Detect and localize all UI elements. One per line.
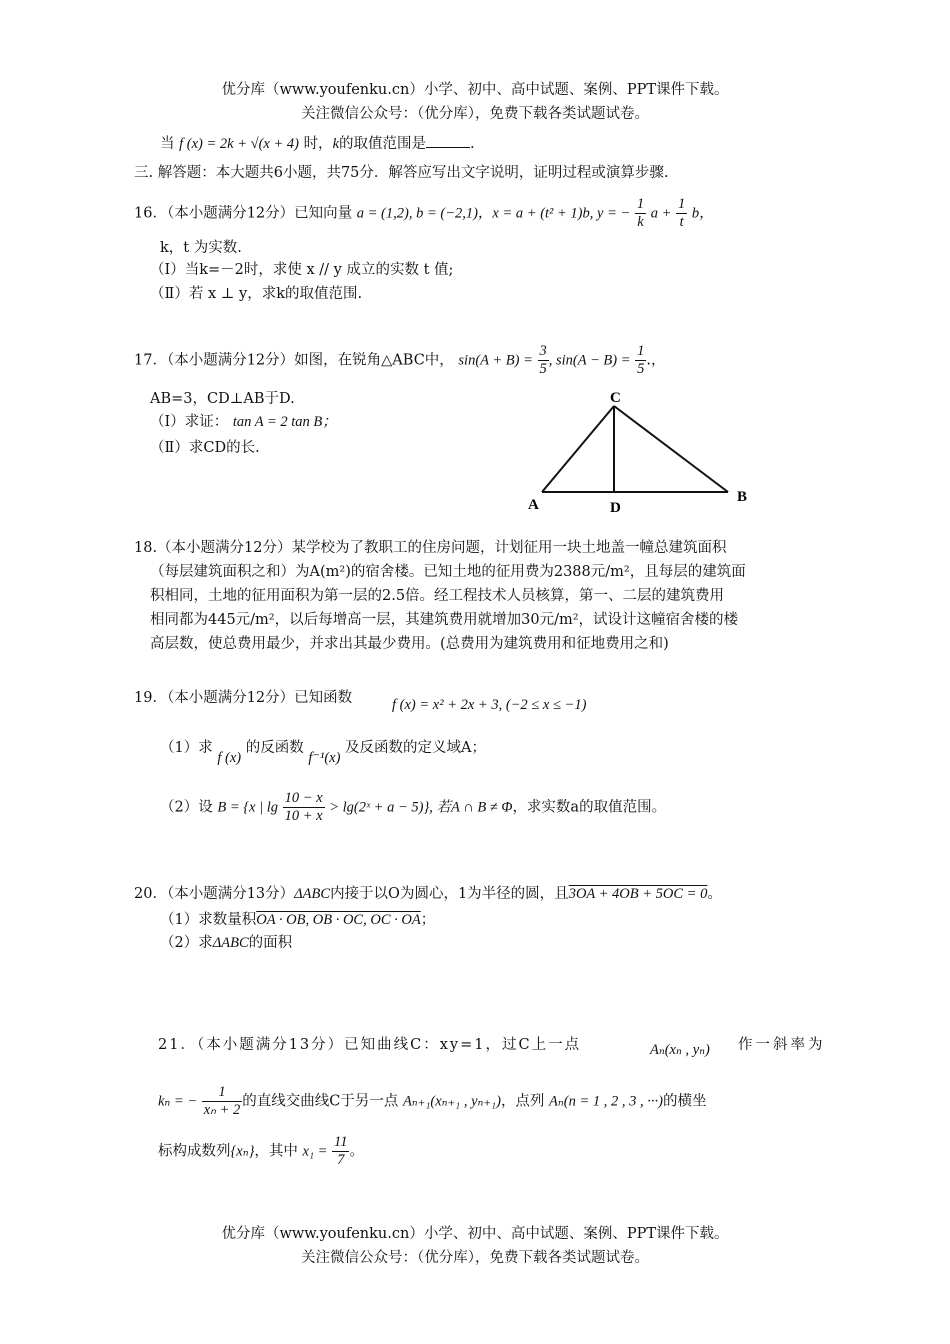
q19-p2-rest: > lg(2ˣ + a − 5)}, 若A ∩ B ≠ Φ bbox=[329, 799, 513, 816]
q21-kn-frac: $\frac{1}{\text{xₙ + 2}}$ bbox=[203, 1084, 241, 1118]
label-b: B bbox=[737, 489, 748, 505]
q19-p2-frac: $\frac{10 - x}{10 + x}$ bbox=[284, 790, 323, 824]
q15-k: k bbox=[332, 136, 339, 152]
q21-kn: kₙ = − bbox=[158, 1093, 198, 1110]
q20-part-2 bbox=[160, 931, 292, 952]
q19-part-1 bbox=[160, 736, 487, 766]
q20-triangle: ΔABC bbox=[294, 886, 331, 902]
q19-p1-c: 及反函数的定义域A； bbox=[345, 740, 487, 756]
q20-part1-pre: （1）求数量积 bbox=[160, 912, 257, 928]
q19-function: f (x) = x² + 2x + 3, (−2 ≤ x ≤ −1) bbox=[392, 697, 587, 713]
q20-end: 。 bbox=[707, 886, 722, 902]
q21-seq-x: {xₙ} bbox=[230, 1143, 255, 1160]
label-d: D bbox=[610, 500, 621, 516]
question-20 bbox=[134, 882, 722, 903]
q19-p1-a: （1）求 bbox=[160, 740, 213, 756]
q20-intro: 20．（本小题满分13分） bbox=[134, 886, 295, 902]
q16-mid: a + bbox=[650, 205, 672, 222]
q16-part-2: （Ⅱ）若 x ⊥ y，求k的取值范围. bbox=[150, 286, 363, 302]
triangle-figure bbox=[520, 385, 760, 520]
q21-intro: 21．（本小题满分13分）已知曲线C：xy=1，过C上一点 bbox=[158, 1037, 582, 1053]
q21-line3-end: 。 bbox=[349, 1143, 364, 1160]
q19-p2-set: B = {x | lg bbox=[217, 799, 278, 816]
q20-part1-eq: OA · OB, OB · OC, OC · OA bbox=[256, 912, 421, 928]
q19-p1-b: 的反函数 bbox=[245, 740, 304, 756]
q16-intro: 16．（本小题满分12分）已知向量 bbox=[134, 205, 353, 222]
q16-vectors: a = (1,2), b = (−2,1)，x = a + (t² + 1)b, y = − bbox=[356, 205, 631, 222]
q17-eq-b: , sin(A − B) = bbox=[548, 352, 631, 369]
q20-part-1 bbox=[160, 908, 435, 929]
q19-part-2 bbox=[160, 790, 666, 825]
q21-point: Aₙ(xₙ , yₙ) bbox=[650, 1042, 710, 1058]
q17-part1-formula: tan A = 2 tan B； bbox=[232, 414, 337, 430]
q21-line2-c: 的横坐 bbox=[662, 1093, 707, 1110]
label-a: A bbox=[528, 497, 539, 513]
q21-line3-b: ，其中 bbox=[254, 1143, 298, 1160]
q21-point-2: Aₙ₊₁(xₙ₊₁ , yₙ₊₁) bbox=[402, 1093, 501, 1110]
q15-pre: 当 bbox=[160, 136, 175, 152]
q21-line2-b: ，点列 bbox=[500, 1093, 545, 1110]
header-line-1: 优分库（www.youfenku.cn）小学、初中、高中试题、案例、PPT课件下载。 bbox=[221, 82, 729, 98]
q20-part2-pre: （2）求 bbox=[160, 935, 213, 951]
q21-x1-frac: $\frac{11}{7}$ bbox=[334, 1134, 348, 1168]
q21-x1: x₁ = bbox=[302, 1143, 328, 1160]
footer-line-1: 优分库（www.youfenku.cn）小学、初中、高中试题、案例、PPT课件下载。 bbox=[221, 1226, 729, 1242]
q17-line-2: AB=3，CD⊥AB于D. bbox=[150, 391, 295, 407]
q16-part-1: （Ⅰ）当k=－2时，求使 x // y 成立的实数 t 值; bbox=[150, 262, 454, 278]
q15-end: . bbox=[470, 136, 475, 152]
q17-frac-3-5: $\frac{3}{5}$ bbox=[539, 343, 547, 377]
q15-tail bbox=[160, 132, 475, 153]
q21-line-2 bbox=[158, 1084, 706, 1119]
question-16 bbox=[134, 196, 714, 231]
q20-part2-tri: ΔABC bbox=[212, 935, 249, 951]
q17-frac-1-5: $\frac{1}{5}$ bbox=[637, 343, 645, 377]
q21-line-3 bbox=[158, 1134, 364, 1169]
q16-tail: b， bbox=[691, 205, 714, 222]
question-17 bbox=[134, 343, 665, 378]
footer-line-2: 关注微信公众号：（优分库），免费下载各类试题试卷。 bbox=[301, 1250, 649, 1266]
q15-post: 的取值范围是 bbox=[339, 136, 426, 152]
q20-vector-eq: 3OA + 4OB + 5OC = 0 bbox=[568, 886, 708, 902]
q18-line-3: 积相同，土地的征用面积为第一层的2.5倍。经工程技术人员核算，第一、二层的建筑费用 bbox=[150, 588, 725, 604]
q21-line3-a: 标构成数列 bbox=[158, 1143, 231, 1160]
q17-part-2: （Ⅱ）求CD的长. bbox=[150, 440, 260, 456]
side-bc bbox=[614, 406, 728, 492]
q21-sequence: Aₙ(n = 1 , 2 , 3 , ···) bbox=[549, 1093, 663, 1110]
q21-tail-1: 作一斜率为 bbox=[738, 1037, 826, 1053]
q19-p2-tail: ，求实数a的取值范围。 bbox=[512, 799, 667, 816]
q19-p1-f: f (x) bbox=[217, 750, 242, 766]
q20-part1-end: ； bbox=[420, 912, 436, 928]
q17-part1-pre: （Ⅰ）求证： bbox=[150, 414, 229, 430]
section-3-heading: 三. 解答题：本大题共6小题，共75分．解答应写出文字说明，证明过程或演算步骤. bbox=[134, 165, 669, 181]
q20-mid: 内接于以O为圆心，1为半径的圆，且 bbox=[330, 886, 569, 902]
q16-frac-1-over-t: $\frac{1}{t}$ bbox=[678, 196, 686, 230]
q18-line-1: 18.（本小题满分12分）某学校为了教职工的住房问题，计划征用一块土地盖一幢总建筑面积 bbox=[134, 540, 727, 556]
q16-frac-1-over-k: $\frac{1}{k}$ bbox=[636, 196, 645, 230]
q16-line-2: k，t 为实数. bbox=[160, 240, 242, 256]
q15-formula: f (x) = 2k + √(x + 4) bbox=[179, 136, 299, 152]
header-line-2: 关注微信公众号：（优分库），免费下载各类试题试卷。 bbox=[301, 106, 649, 122]
q17-eq-a: sin(A + B) = bbox=[458, 352, 533, 369]
q17-eq-end: .， bbox=[646, 352, 666, 369]
q18-line-4: 相同都为445元/m²，以后每增高一层，其建筑费用就增加30元/m²，试设计这幢宿舍楼的楼 bbox=[150, 612, 739, 628]
q15-answer-blank bbox=[426, 135, 470, 148]
q18-line-2: （每层建筑面积之和）为A(m²)的宿舍楼。已知土地的征用费为2388元/m²，且每层的建筑面 bbox=[150, 564, 746, 580]
q17-intro: 17．（本小题满分12分）如图，在锐角△ABC中， bbox=[134, 352, 454, 369]
q15-mid: 时， bbox=[303, 136, 333, 152]
label-c: C bbox=[610, 390, 621, 406]
q18-line-5: 高层数，使总费用最少，并求出其最少费用。(总费用为建筑费用和征地费用之和) bbox=[150, 636, 669, 652]
q19-p2-a: （2）设 bbox=[160, 799, 213, 816]
q17-part-1 bbox=[150, 410, 337, 431]
q19-p1-finv: f⁻¹(x) bbox=[308, 750, 341, 766]
q21-line-1 bbox=[158, 1033, 581, 1054]
q21-line2-a: 的直线交曲线C于另一点 bbox=[242, 1093, 399, 1110]
q20-part2-end: 的面积 bbox=[248, 935, 293, 951]
q19-intro: 19．（本小题满分12分）已知函数 bbox=[134, 690, 353, 706]
side-ac bbox=[542, 406, 614, 492]
